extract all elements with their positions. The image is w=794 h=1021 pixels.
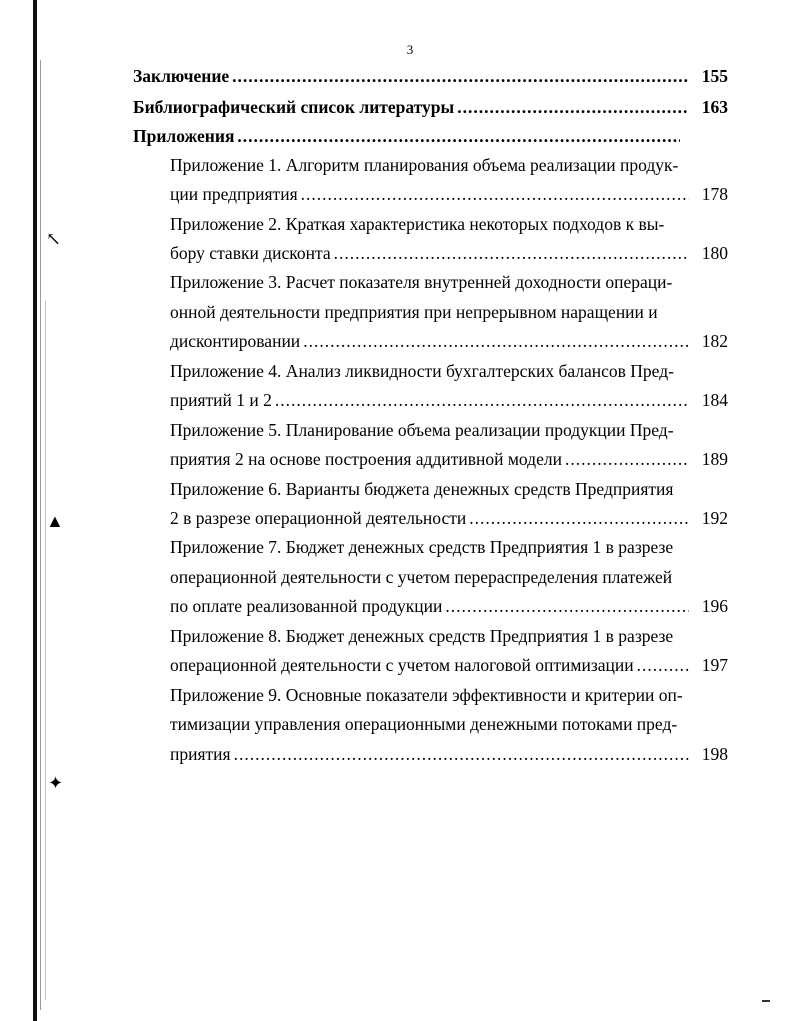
appendix-4-line: Приложение 4. Анализ ликвидности бухгалтерских балансов Пред- bbox=[170, 361, 674, 381]
toc-leader-dots bbox=[637, 654, 689, 676]
toc-entry-appendices[interactable] bbox=[133, 125, 683, 147]
appendix-7-line: операционной деятельности с учетом перераспределения платежей bbox=[170, 567, 673, 587]
toc-leader-dots bbox=[301, 183, 689, 205]
toc-leader-dots bbox=[334, 242, 689, 264]
toc-entry-title: дисконтировании bbox=[170, 331, 301, 351]
toc-entry-page: 198 bbox=[701, 744, 728, 764]
appendix-9-entry[interactable] bbox=[170, 743, 728, 765]
appendix-5-line: Приложение 5. Планирование объема реализации продукции Пред- bbox=[170, 420, 674, 440]
appendix-1-entry[interactable] bbox=[170, 183, 728, 205]
toc-leader-dots bbox=[275, 389, 689, 411]
toc-entry-conclusion[interactable] bbox=[133, 65, 728, 87]
toc-leader-dots bbox=[232, 65, 689, 87]
toc-entry-page: 189 bbox=[701, 449, 728, 469]
appendix-3-line: Приложение 3. Расчет показателя внутренней доходности операци- bbox=[170, 272, 673, 292]
toc-entry-bibliography[interactable] bbox=[133, 96, 728, 118]
toc-entry-title: по оплате реализованной продукции bbox=[170, 596, 443, 616]
toc-entry-page: 182 bbox=[701, 331, 728, 351]
toc-leader-dots bbox=[303, 330, 689, 352]
toc-leader-dots bbox=[565, 448, 689, 470]
appendix-5-entry[interactable] bbox=[170, 448, 728, 470]
toc-entry-title: операционной деятельности с учетом налоговой оптимизации bbox=[170, 655, 634, 675]
toc-leader-dots bbox=[237, 125, 680, 147]
appendix-1-line: Приложение 1. Алгоритм планирования объема реализации продук- bbox=[170, 155, 679, 175]
appendix-6-entry[interactable] bbox=[170, 507, 728, 529]
toc-leader-dots bbox=[234, 743, 689, 765]
appendix-7-line: Приложение 7. Бюджет денежных средств Предприятия 1 в разрезе bbox=[170, 537, 674, 557]
page-number: 3 bbox=[406, 42, 414, 57]
appendix-8-line: Приложение 8. Бюджет денежных средств Предприятия 1 в разрезе bbox=[170, 626, 674, 646]
toc-entry-title: приятия 2 на основе построения аддитивной модели bbox=[170, 449, 562, 469]
appendix-6-line: Приложение 6. Варианты бюджета денежных средств Предприятия bbox=[170, 479, 674, 499]
toc-leader-dots bbox=[445, 595, 689, 617]
appendix-2-line: Приложение 2. Краткая характеристика некоторых подходов к вы- bbox=[170, 214, 665, 234]
toc-leader-dots bbox=[469, 507, 689, 529]
toc-entry-page: 196 bbox=[701, 596, 728, 616]
toc-entry-title: Библиографический список литературы bbox=[133, 97, 455, 117]
appendix-3-line: онной деятельности предприятия при непрерывном наращении и bbox=[170, 302, 658, 322]
appendix-8-entry[interactable] bbox=[170, 654, 728, 676]
appendix-4-entry[interactable] bbox=[170, 389, 728, 411]
appendix-3-entry[interactable] bbox=[170, 330, 728, 352]
toc-entry-page: 197 bbox=[701, 655, 728, 675]
toc-entry-page: 155 bbox=[701, 66, 728, 86]
appendix-9-line: тимизации управления операционными денежными потоками пред- bbox=[170, 714, 678, 734]
toc-entry-page: 163 bbox=[701, 97, 728, 117]
toc-entry-page: 184 bbox=[701, 390, 728, 410]
toc-entry-title: бору ставки дисконта bbox=[170, 243, 331, 263]
toc-entry-title: Заключение bbox=[133, 66, 230, 86]
toc-entry-title: приятия bbox=[170, 744, 231, 764]
scan-mark-icon: ✦ bbox=[48, 773, 64, 793]
toc-entry-page: 192 bbox=[701, 508, 728, 528]
toc-entry-title: ции предприятия bbox=[170, 184, 298, 204]
toc-entry-page: 178 bbox=[701, 184, 728, 204]
scan-mark bbox=[762, 1000, 770, 1002]
toc-leader-dots bbox=[457, 96, 689, 118]
appendix-2-entry[interactable] bbox=[170, 242, 728, 264]
appendix-9-line: Приложение 9. Основные показатели эффективности и критерии оп- bbox=[170, 685, 683, 705]
appendix-7-entry[interactable] bbox=[170, 595, 728, 617]
toc-entry-page: 180 bbox=[701, 243, 728, 263]
toc-entry-title: 2 в разрезе операционной деятельности bbox=[170, 508, 467, 528]
toc-entry-title: Приложения bbox=[133, 126, 235, 146]
scan-mark-icon: ↖ bbox=[46, 229, 62, 249]
toc-entry-title: приятий 1 и 2 bbox=[170, 390, 272, 410]
scan-mark-icon: ▲ bbox=[46, 511, 64, 531]
